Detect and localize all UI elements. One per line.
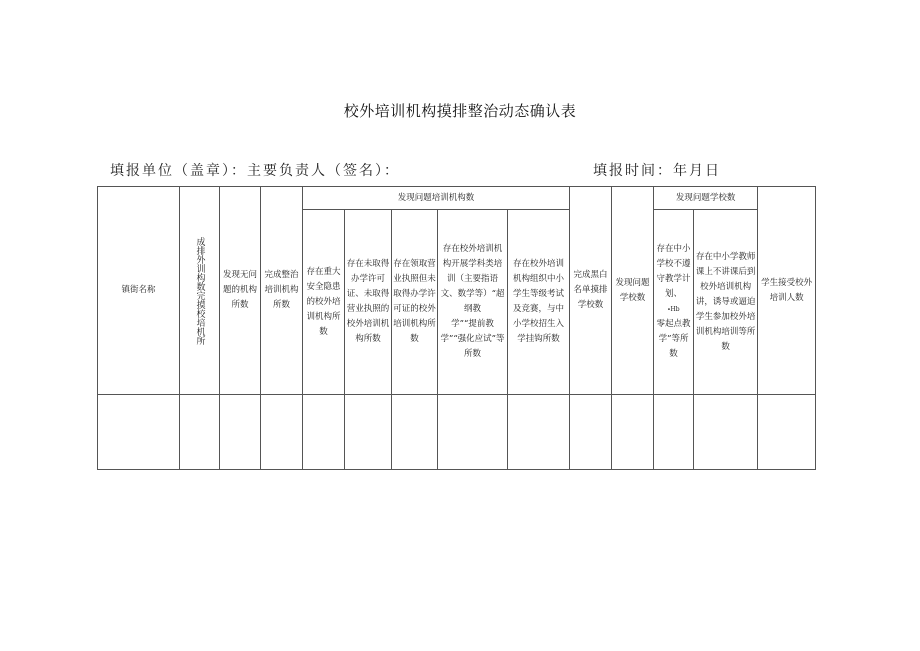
header-school-plan-violation	[654, 210, 694, 395]
school-plan-text-c: 学”等所数	[658, 334, 689, 359]
cell-subject-input[interactable]	[438, 395, 508, 470]
unit-signature-line: 填报单位（盖章）：主要负责人（签名）：	[110, 163, 400, 179]
header-total-surveyed: 成排外训构数完摸校培机所	[180, 187, 220, 395]
header-blacklist-schools: 完成黑白名单摸排学校数	[570, 187, 612, 395]
header-exam-linkage: 存在校外培训机构组织中小学生等级考试及竞赛，与中小学校招生入学挂钩所数	[508, 210, 570, 395]
cell-license-only-input[interactable]	[392, 395, 438, 470]
header-problem-schools: 发现问题学校数	[612, 187, 654, 395]
subject-training-text-b: 学”“提前教学”“强化应试”等所数	[440, 319, 505, 359]
header-students-count: 学生接受校外培训人数	[758, 187, 816, 395]
header-group-problem-institutions: 发现问题培训机构数	[303, 187, 570, 210]
header-town-name: 镇街名称	[98, 187, 180, 395]
cell-exam-input[interactable]	[508, 395, 570, 470]
header-rectified-count: 完成整治培训机构所数	[261, 187, 303, 395]
cell-blacklist-input[interactable]	[570, 395, 612, 470]
cell-teacher-input[interactable]	[694, 395, 758, 470]
header-subject-training	[438, 210, 508, 395]
school-plan-mark: ∙Hb	[667, 306, 680, 313]
cell-rectified-input[interactable]	[261, 395, 303, 470]
subject-training-text-a: 存在校外培训机构开展学科类培训（主要指语文、数学等）“超纲教	[440, 244, 505, 314]
header-no-problem-count: 发现无问题的机构所数	[220, 187, 261, 395]
cell-town-input[interactable]	[98, 395, 180, 470]
header-safety-hazard: 存在重大安全隐患的校外培训机构所数	[303, 210, 345, 395]
school-plan-text-b: 零起点教	[656, 319, 691, 329]
table-row	[98, 395, 816, 470]
cell-school-plan-input[interactable]	[654, 395, 694, 470]
cell-students-input[interactable]	[758, 395, 816, 470]
header-license-no-permit: 存在领取营业执照但未取得办学许可证的校外培训机构所数	[392, 210, 438, 395]
cell-no-problem-input[interactable]	[220, 395, 261, 470]
cell-problem-schools-input[interactable]	[612, 395, 654, 470]
page-title: 校外培训机构摸排整治动态确认表	[343, 102, 577, 120]
confirmation-table	[97, 186, 816, 470]
header-group-problem-schools: 发现问题学校数	[654, 187, 758, 210]
school-plan-text-a: 存在中小学校不遵守教学计划、	[656, 244, 691, 299]
header-teacher-tutoring: 存在中小学教师课上不讲课后到校外培训机构讲，诱导或逼迫学生参加校外培训机构培训等所数	[694, 210, 758, 395]
cell-no-license-input[interactable]	[345, 395, 392, 470]
cell-safety-input[interactable]	[303, 395, 345, 470]
header-no-license: 存在未取得办学许可证、未取得营业执照的校外培训机构所数	[345, 210, 392, 395]
cell-total-input[interactable]	[180, 395, 220, 470]
report-date-line: 填报时间：年月日	[593, 163, 721, 179]
